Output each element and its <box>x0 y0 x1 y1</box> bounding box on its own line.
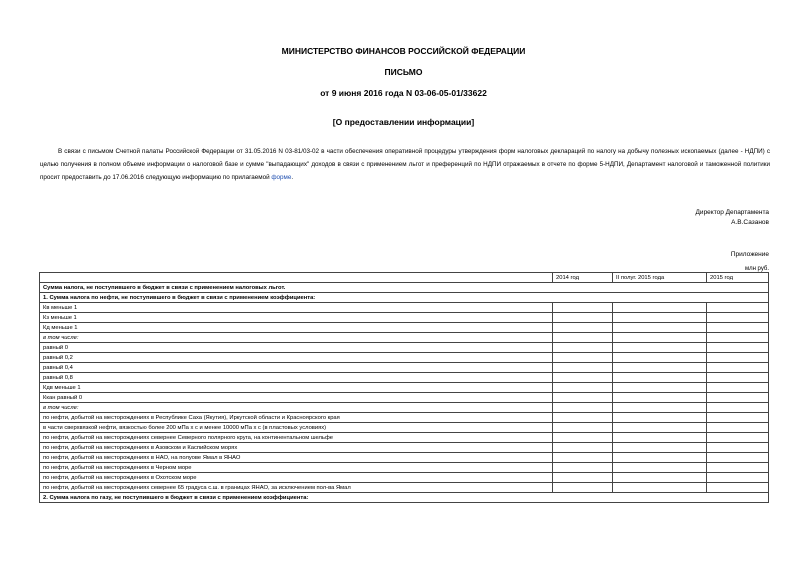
table-header-cell: 2015 год <box>707 273 769 283</box>
value-cell[interactable] <box>553 453 613 463</box>
value-cell[interactable] <box>613 403 707 413</box>
row-label: равный 0,4 <box>40 363 553 373</box>
row-label: равный 0,2 <box>40 353 553 363</box>
row-label: по нефти, добытой на месторождениях в Азовском и Каспийском морях <box>40 443 553 453</box>
value-cell[interactable] <box>707 373 769 383</box>
value-cell[interactable] <box>613 323 707 333</box>
value-cell[interactable] <box>613 363 707 373</box>
row-label: по нефти, добытой на месторождениях в Черном море <box>40 463 553 473</box>
value-cell[interactable] <box>553 463 613 473</box>
table-row <box>40 313 769 323</box>
signature-position: Директор Департамента <box>695 209 769 216</box>
row-label: Ккан равный 0 <box>40 393 553 403</box>
table-row <box>40 303 769 313</box>
table-row <box>40 293 769 303</box>
value-cell[interactable] <box>707 343 769 353</box>
body-text: В связи с письмом Счетной палаты Российской Федерации от 31.05.2016 N 03-81/03-02 в части обеспечения оперативной процедуры утверждения форм налоговых деклараций по налогу на добычу полезных ископаемых (далее - НДПИ) с целью получения в полном объеме информации о налоговой базе и сумме "выпадающих" доходов в связи с применением льгот и преференций по НДПИ отражаемых в отчете по форме 5-НДПИ, Департамент налоговой и таможенной политики просит предоставить до 17.06.2016 следующую информацию по прилагаемой <box>40 148 770 181</box>
table-row <box>40 393 769 403</box>
value-cell[interactable] <box>553 333 613 343</box>
value-cell[interactable] <box>553 403 613 413</box>
value-cell[interactable] <box>613 373 707 383</box>
row-label: Кд меньше 1 <box>40 323 553 333</box>
row-label: по нефти, добытой на месторождениях в Республике Саха (Якутия), Иркутской области и Красноярского края <box>40 413 553 423</box>
value-cell[interactable] <box>553 313 613 323</box>
table-row <box>40 373 769 383</box>
value-cell[interactable] <box>553 343 613 353</box>
value-cell[interactable] <box>707 433 769 443</box>
value-cell[interactable] <box>553 383 613 393</box>
data-table <box>39 272 769 503</box>
value-cell[interactable] <box>553 303 613 313</box>
value-cell[interactable] <box>613 393 707 403</box>
table-header-row <box>40 273 769 283</box>
row-label: Кдв меньше 1 <box>40 383 553 393</box>
row-label: равный 0,8 <box>40 373 553 383</box>
row-label: по нефти, добытой на месторождениях севернее 65 градуса с.ш. в границах ЯНАО, за исключением пол-ва Ямал <box>40 483 553 493</box>
signature-block <box>696 208 769 228</box>
value-cell[interactable] <box>707 383 769 393</box>
body-paragraph <box>40 145 770 184</box>
value-cell[interactable] <box>553 473 613 483</box>
value-cell[interactable] <box>613 313 707 323</box>
row-label: по нефти, добытой на месторождениях в Охотском море <box>40 473 553 483</box>
value-cell[interactable] <box>707 443 769 453</box>
row-label: Сумма налога, не поступившего в бюджет в связи с применением налоговых льгот. <box>40 283 769 293</box>
value-cell[interactable] <box>613 383 707 393</box>
value-cell[interactable] <box>613 423 707 433</box>
value-cell[interactable] <box>707 483 769 493</box>
table-row <box>40 353 769 363</box>
row-label: в части сверхвязкой нефти, вязкостью более 200 мПа х с и менее 10000 мПа х с (в пластовых условиях) <box>40 423 553 433</box>
document-type: ПИСЬМО <box>384 67 423 77</box>
row-label: 1. Сумма налога по нефти, не поступившего в бюджет в связи с применением коэффициента: <box>40 293 769 303</box>
value-cell[interactable] <box>707 323 769 333</box>
value-cell[interactable] <box>613 483 707 493</box>
table-row <box>40 333 769 343</box>
value-cell[interactable] <box>613 463 707 473</box>
value-cell[interactable] <box>613 413 707 423</box>
ministry-title: МИНИСТЕРСТВО ФИНАНСОВ РОССИЙСКОЙ ФЕДЕРАЦИИ <box>281 46 526 56</box>
table-row <box>40 413 769 423</box>
table-row <box>40 453 769 463</box>
table-row <box>40 423 769 433</box>
table-row <box>40 433 769 443</box>
table-row <box>40 493 769 503</box>
value-cell[interactable] <box>553 443 613 453</box>
value-cell[interactable] <box>553 393 613 403</box>
value-cell[interactable] <box>553 483 613 493</box>
table-header-cell: 2014 год <box>553 273 613 283</box>
row-label: в том числе: <box>40 403 553 413</box>
units-label: млн руб. <box>744 266 769 272</box>
table-header-cell <box>40 273 553 283</box>
table-row <box>40 483 769 493</box>
value-cell[interactable] <box>553 373 613 383</box>
value-cell[interactable] <box>707 423 769 433</box>
body-end: . <box>291 174 294 181</box>
row-label: по нефти, добытой на месторождениях в НАО, на полуове Ямал в ЯНАО <box>40 453 553 463</box>
value-cell[interactable] <box>707 393 769 403</box>
value-cell[interactable] <box>707 333 769 343</box>
value-cell[interactable] <box>553 413 613 423</box>
value-cell[interactable] <box>613 453 707 463</box>
value-cell[interactable] <box>707 353 769 363</box>
table-row <box>40 383 769 393</box>
value-cell[interactable] <box>707 413 769 423</box>
table-row <box>40 403 769 413</box>
value-cell[interactable] <box>707 453 769 463</box>
value-cell[interactable] <box>707 403 769 413</box>
value-cell[interactable] <box>553 423 613 433</box>
value-cell[interactable] <box>613 443 707 453</box>
value-cell[interactable] <box>553 353 613 363</box>
value-cell[interactable] <box>613 343 707 353</box>
appendix-label: Приложение <box>730 251 769 258</box>
document-subject: [О предоставлении информации] <box>332 117 475 127</box>
value-cell[interactable] <box>707 473 769 483</box>
row-label: 2. Сумма налога по газу, не поступившего в бюджет в связи с применением коэффициента: <box>40 493 769 503</box>
table-row <box>40 283 769 293</box>
row-label: в том числе: <box>40 333 553 343</box>
row-label: по нефти, добытой на месторождениях севернее Северного полярного круга, на континентальном шельфе <box>40 433 553 443</box>
row-label: Кз меньше 1 <box>40 313 553 323</box>
value-cell[interactable] <box>707 363 769 373</box>
form-link[interactable]: форме <box>271 174 292 181</box>
value-cell[interactable] <box>613 353 707 363</box>
value-cell[interactable] <box>553 323 613 333</box>
table-row <box>40 363 769 373</box>
value-cell[interactable] <box>613 333 707 343</box>
value-cell[interactable] <box>553 363 613 373</box>
document-date-number: от 9 июня 2016 года N 03-06-05-01/33622 <box>320 88 487 98</box>
signature-name: А.В.Сазанов <box>731 219 769 226</box>
table-row <box>40 463 769 473</box>
value-cell[interactable] <box>613 303 707 313</box>
value-cell[interactable] <box>553 433 613 443</box>
table-row <box>40 343 769 353</box>
table-row <box>40 473 769 483</box>
row-label: равный 0 <box>40 343 553 353</box>
table-header-cell: II полуг. 2015 года <box>613 273 707 283</box>
value-cell[interactable] <box>613 433 707 443</box>
table-row <box>40 443 769 453</box>
value-cell[interactable] <box>707 313 769 323</box>
value-cell[interactable] <box>613 473 707 483</box>
row-label: Кв меньше 1 <box>40 303 553 313</box>
table-row <box>40 323 769 333</box>
value-cell[interactable] <box>707 303 769 313</box>
value-cell[interactable] <box>707 463 769 473</box>
